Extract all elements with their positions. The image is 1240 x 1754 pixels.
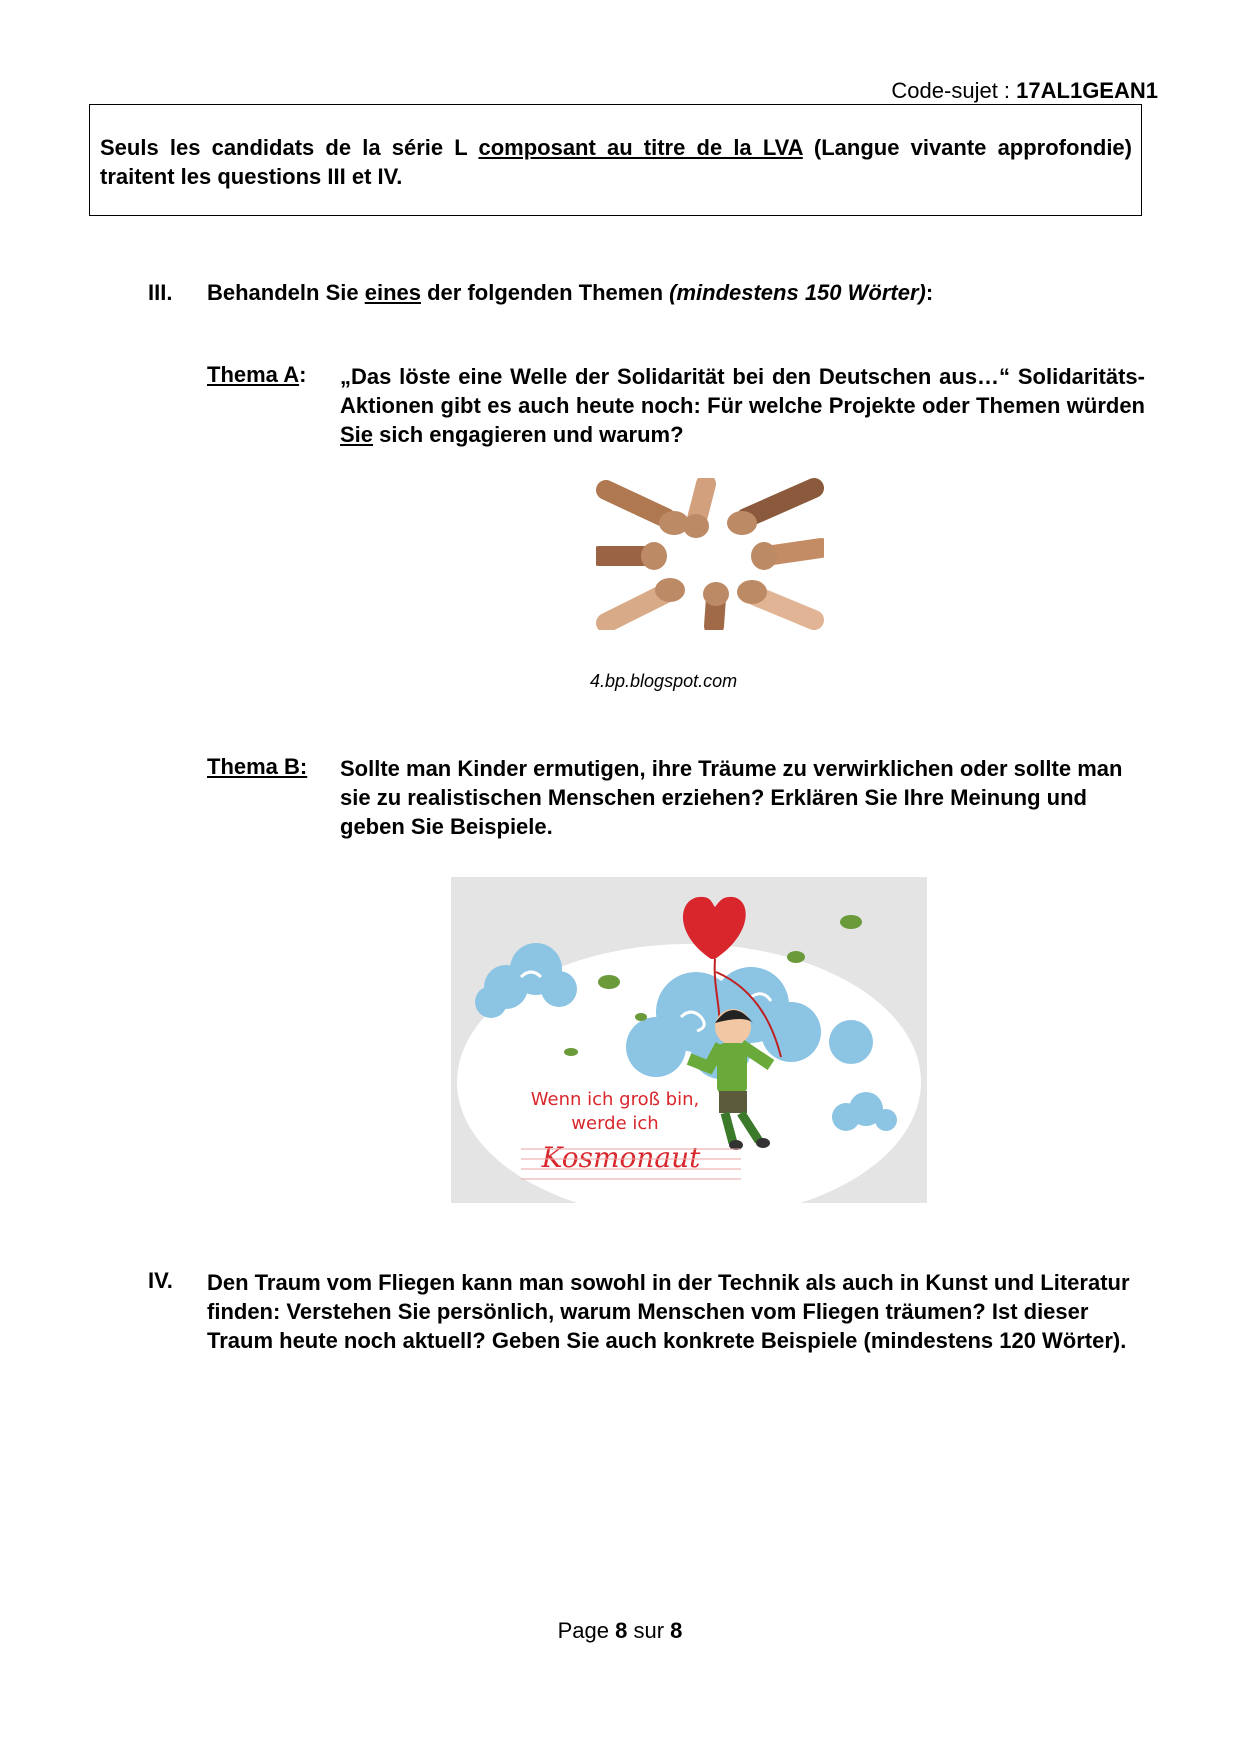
footer-page-num: 8 bbox=[615, 1618, 628, 1643]
q3-end: : bbox=[925, 280, 934, 305]
question3-text bbox=[207, 280, 933, 306]
code-value: 17AL1GEAN1 bbox=[1016, 78, 1158, 103]
footer-sur-word: sur bbox=[627, 1618, 671, 1643]
theme-b-text: Sollte man Kinder ermutigen, ihre Träume zu verwirklichen oder sollte man sie zu realistischen Menschen erziehen? Erklären Sie Ihre Meinung und geben Sie Beispiele. bbox=[340, 756, 1123, 839]
solidarity-hands-image bbox=[596, 478, 824, 630]
theme-a-underlined: Sie bbox=[340, 422, 374, 447]
code-label: Code-sujet : bbox=[891, 78, 1017, 103]
theme-a-colon: : bbox=[299, 362, 307, 387]
cosmonaut-line2: werde ich bbox=[571, 1113, 659, 1134]
notice-underlined: composant au titre de la LVA bbox=[478, 135, 803, 160]
code-sujet bbox=[891, 78, 1158, 104]
theme-a-text bbox=[340, 362, 1145, 449]
question3-number: III. bbox=[148, 280, 173, 305]
q3-underlined: eines bbox=[364, 280, 421, 305]
theme-a-label bbox=[207, 362, 306, 388]
q3-before: Behandeln Sie bbox=[207, 280, 365, 305]
question4-number: IV. bbox=[148, 1268, 173, 1293]
question4-text: Den Traum vom Fliegen kann man sowohl in der Technik als auch in Kunst und Literatur finden: Verstehen Sie persönlich, warum Menschen vom Fliegen träumen? Ist dieser Traum heute noch aktuell? Geben Sie auch konkrete Beispiele (mindestens 120 Wörter). bbox=[207, 1270, 1130, 1353]
theme-b-label bbox=[207, 754, 307, 780]
page-footer bbox=[0, 1618, 1240, 1644]
theme-a-text-before: „Das löste eine Welle der Solidarität bei den Deutschen aus…“ Solidaritäts-Aktionen gibt es auch heute noch: Für welche Projekte oder Themen würden bbox=[340, 364, 1145, 418]
q3-italic: (mindestens 150 Wörter) bbox=[669, 280, 926, 305]
footer-page-word: Page bbox=[557, 1618, 616, 1643]
theme-a-label-text: Thema A bbox=[207, 362, 300, 387]
notice-part2: (Langue vivante approfondie) traitent les questions III et IV. bbox=[100, 135, 1132, 189]
theme-a-text-after: sich engagieren und warum? bbox=[373, 422, 684, 447]
cosmonaut-illustration bbox=[451, 877, 927, 1203]
notice-part1: Seuls les candidats de la série L bbox=[100, 135, 479, 160]
theme-b-label-text: Thema B: bbox=[207, 754, 308, 779]
image-caption: 4.bp.blogspot.com bbox=[590, 671, 738, 691]
notice-text bbox=[100, 133, 1132, 191]
footer-page-total: 8 bbox=[670, 1618, 683, 1643]
cosmonaut-line1: Wenn ich groß bin, bbox=[530, 1089, 700, 1110]
q3-middle: der folgenden Themen bbox=[420, 280, 670, 305]
cosmonaut-line3: Kosmonaut bbox=[541, 1141, 701, 1174]
